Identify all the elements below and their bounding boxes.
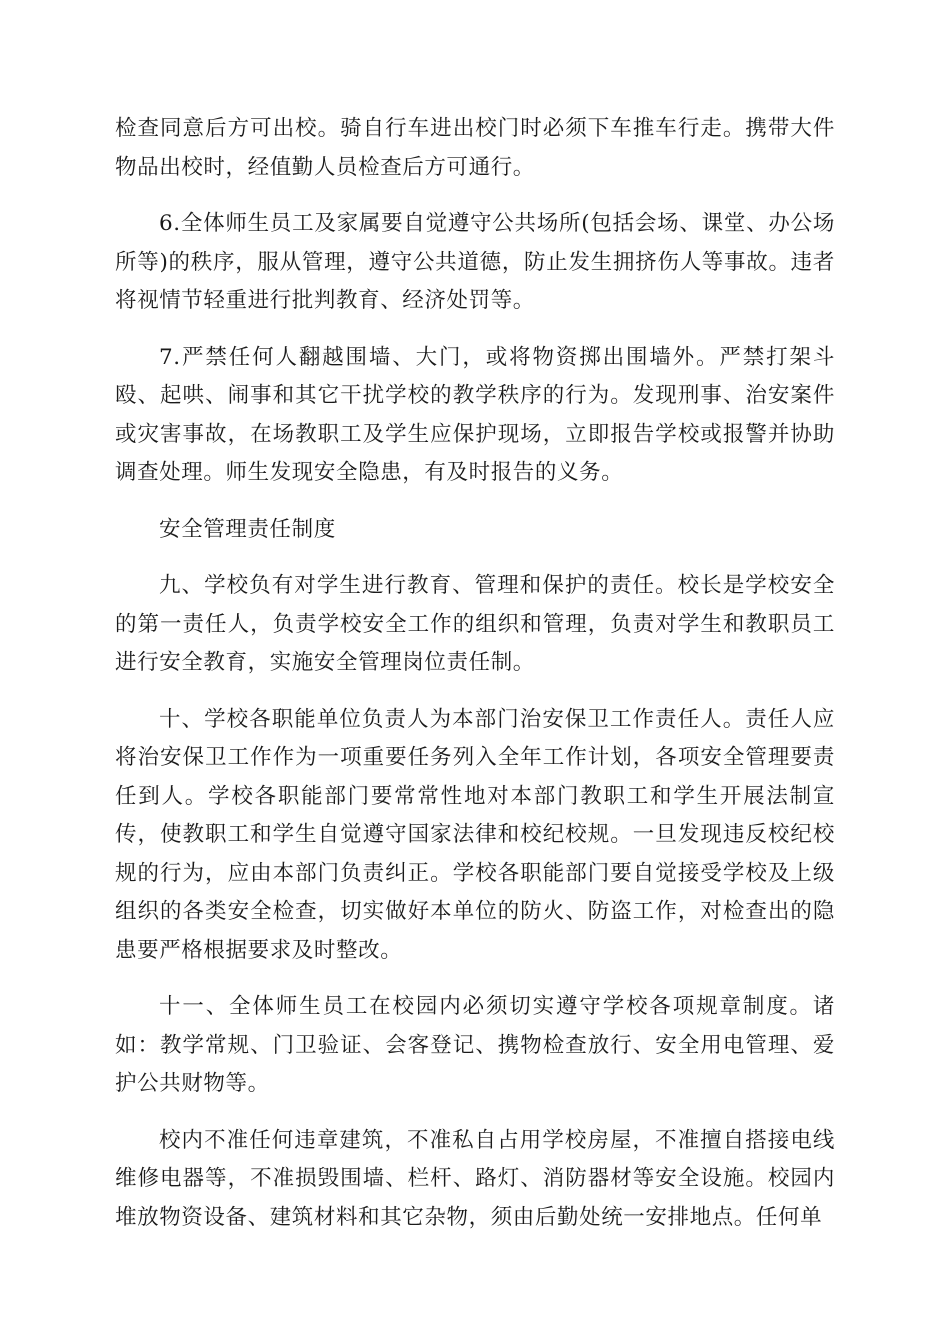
paragraph-continuation: 检查同意后方可出校。骑自行车进出校门时必须下车推车行走。携带大件物品出校时，经值勤人员检查后方可通行。 <box>115 116 835 180</box>
paragraph-building-rules: 校内不准任何违章建筑，不准私自占用学校房屋，不准擅自搭接电线维修电器等，不准损毁围墙、栏杆、路灯、消防器材等安全设施。校园内堆放物资设备、建筑材料和其它杂物，须由后勤处统一安排地点。任何单 <box>115 1127 835 1230</box>
document-body <box>115 110 835 1255</box>
paragraph-item-6: 6.全体师生员工及家属要自觉遵守公共场所(包括会场、课堂、办公场所等)的秩序，服从管理，遵守公共道德，防止发生拥挤伤人等事故。违者将视情节轻重进行批判教育、经济处罚等。 <box>115 211 835 313</box>
paragraph-item-11: 十一、全体师生员工在校园内必须切实遵守学校各项规章制度。诸如：教学常规、门卫验证、会客登记、携物检查放行、安全用电管理、爱护公共财物等。 <box>115 994 835 1096</box>
section-heading: 安全管理责任制度 <box>159 516 336 542</box>
paragraph-item-10: 十、学校各职能单位负责人为本部门治安保卫工作责任人。责任人应将治安保卫工作作为一项重要任务列入全年工作计划，各项安全管理要责任到人。学校各职能部门要常常性地对本部门教职工和学生开展法制宣传，使教职工和学生自觉遵守国家法律和校纪校规。一旦发现违反校纪校规的行为，应由本部门负责纠正。学校各职能部门要自觉接受学校及上级组织的各类安全检查，切实做好本单位的防火、防盗工作，对检查出的隐患要严格根据要求及时整改。 <box>115 706 835 963</box>
paragraph-item-7: 7.严禁任何人翻越围墙、大门，或将物资掷出围墙外。严禁打架斗殴、起哄、闹事和其它干扰学校的教学秩序的行为。发现刑事、治安案件或灾害事故，在场教职工及学生应保护现场，立即报告学校或报警并协助调查处理。师生发现安全隐患，有及时报告的义务。 <box>115 344 835 485</box>
paragraph-item-9: 九、学校负有对学生进行教育、管理和保护的责任。校长是学校安全的第一责任人，负责学校安全工作的组织和管理，负责对学生和教职员工进行安全教育，实施安全管理岗位责任制。 <box>115 573 835 675</box>
